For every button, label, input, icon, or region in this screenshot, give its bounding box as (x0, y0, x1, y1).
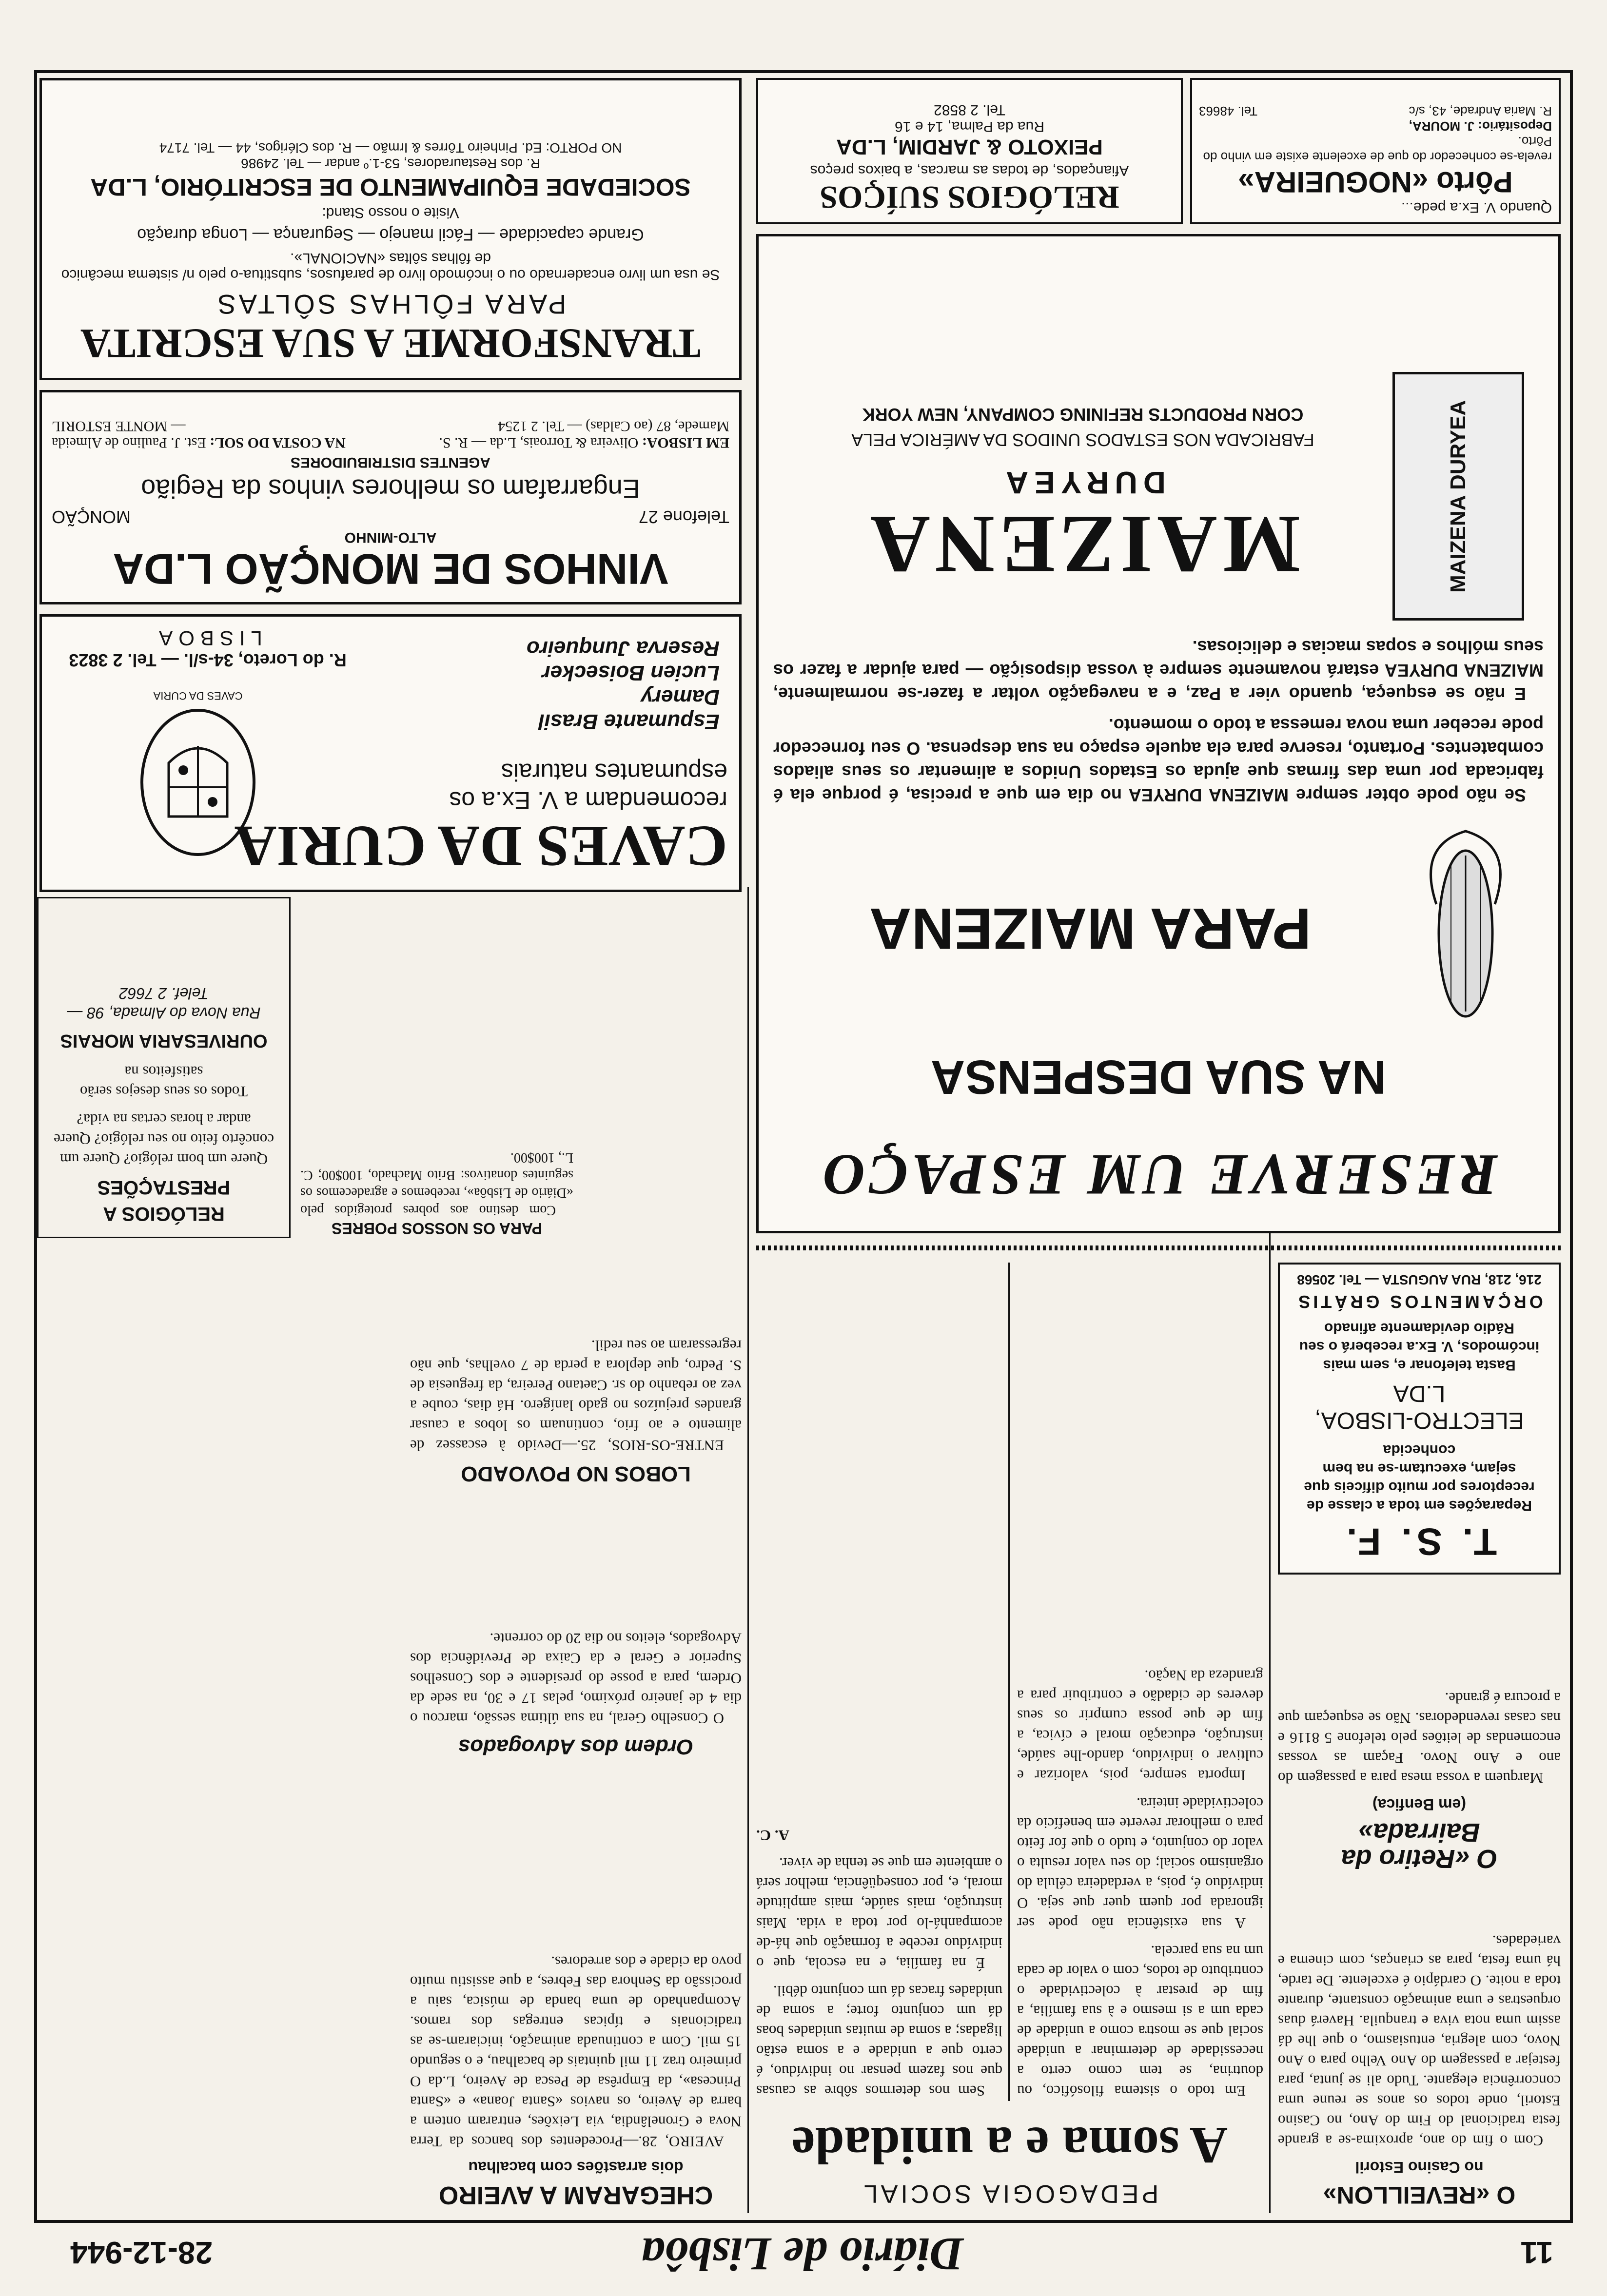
pedagogia-kicker: PEDAGOGIA SOCIAL (861, 2179, 1159, 2208)
moncao-costa: Est. J. Paulino de Almeida — MONTE ESTORIL (52, 418, 206, 451)
advogados-article (410, 1506, 742, 1760)
bairrada-body: Marquem a vossa mesa para a passagem do ano e Ano Novo. Façam as vossas encomendas de leitões pelo telefone 5 8116 e nas casas revendedoras. Não se esqueçam que a procura é grande. (1278, 1690, 1561, 1787)
maizena-box-label: MAIZENA DURYEA (1446, 400, 1470, 593)
tsf-line1: Reparações em toda a classe de receptores por muito difíceis que sejam, executam-se na bem conhecida (1304, 1442, 1535, 1514)
moncao-lisboa: Oliveira & Torroais, L.da — R. S. Mamede, 87 (ao Caldas) — Tel. 2 1254 (439, 418, 729, 451)
curia-title: CAVES DA CURIA (234, 814, 727, 879)
page-date: 28-12-944 (70, 2235, 213, 2270)
moncao-lisboa-label: EM LISBOA: (642, 435, 729, 451)
pedagogia-signature: A. C. (756, 1827, 790, 1844)
maizena-h2: NA SUA DESPENSA (930, 1051, 1387, 1104)
maizena-h3: RESERVE UM ESPAÇO (819, 1143, 1498, 1207)
escrita-body: Se usa um livro encadernado ou o incómodo livro de parafusos, substitua-o pelo n/ sistema mecânico de fôlhas sôltas «NACIONAL». (61, 250, 720, 283)
tsf-address: 216, 218, RUA AUGUSTA — Tel. 20568 (1297, 1272, 1542, 1287)
lobos-article (410, 1253, 742, 1487)
maizena-ad (756, 234, 1561, 1233)
escrita-visit: Visite o nosso Stand: (322, 205, 459, 221)
escrita-company: SOCIEDADE EQUIPAMENTO DE ESCRITÓRIO, L.DA (90, 174, 691, 201)
corn-icon (1407, 826, 1524, 1031)
curia-seal-icon (135, 704, 261, 860)
pedagogia-p2: A sua existência não pode ser ignorada por quem quer que seja. O indivíduo é, pois, a verdadeira célula do organismo social; do seu valor resulta o valor do conjunto, e tudo o que for feito para o melhorar reverte em benefício da colectividade inteira. (1017, 1795, 1263, 1932)
suicos-title: RELÓGIOS SUÍÇOS (820, 179, 1119, 215)
nogueira-agent: Depositário: J. MOURA, (1409, 119, 1552, 134)
pedagogia-col-1 (1017, 1263, 1263, 2101)
suicos-line1: Afiançados, de todas as marcas, a baixos preços (810, 162, 1129, 178)
relogios-prest-shop: OURIVESARIA MORAIS (60, 1031, 268, 1051)
curia-product-3: Lucien Boisecker (542, 661, 720, 685)
curia-product-2: Damery (641, 685, 720, 709)
nogueira-address: R. Maria Andrade, 43, s/c (1409, 104, 1552, 118)
reveillon-body: Com o fim do ano, aproxima-se a grande festa tradicional do Fim do Ano, no Casino Estoril, onde todos os anos se reune uma concorrência elegante. Tudo ali se junta, para festejar a passagem do Ano Velho para o Ano Novo, com alegria, entusiasmo, o que lhe dá assim uma nota viva e tranquila. Haverá duas orquestras e uma animação constante, durante toda a noite. O cardápio é excelente. De tarde, há uma festa, para as crianças, com cinema e variedades. (1278, 1932, 1561, 2149)
curia-ad (39, 614, 742, 892)
curia-line1: recomendam a V. Ex.a os espumantes naturais (449, 759, 727, 814)
reveillon-article (1278, 1896, 1561, 2208)
escrita-features: Grande capacidade — Fácil manejo — Segurança — Longa duração (137, 225, 644, 244)
pedagogia-p1: Em todo o sistema filosófico, ou doutrina, se tem como certo a necessidade de determinar a unidade social que se mostra como a unidade de cada um a si mesmo e à sua família, a fim de prestar à colectividade o contributo de todos, com o valor de cada um na sua parcela. (1017, 1943, 1263, 2100)
escrita-subtitle: PARA FÔLHAS SÔLTAS (215, 289, 567, 320)
relogios-prest-address: Rua Nova do Almada, 98 — Telef. 2 7662 (67, 985, 261, 1022)
moncao-place: MONÇÃO (52, 507, 131, 527)
suicos-address: Rua da Palma, 14 e 16 (895, 118, 1044, 135)
nogueira-line1: Quando V. Ex.a pede... (1401, 199, 1552, 215)
maizena-company: CORN PRODUCTS REFINING COMPANY, NEW YORK (862, 405, 1304, 425)
moncao-slogan: Engarrafam os melhores vinhos da Região (141, 474, 640, 503)
relogios-prestacoes-ad (37, 897, 291, 1238)
moncao-costa-label: NA COSTA DO SOL: (210, 435, 346, 451)
bairrada-subtitle: (em Benfica) (1372, 1796, 1467, 1813)
tsf-company: ELECTRO-LISBOA, L.DA (1314, 1381, 1524, 1433)
maizena-p2: E não se esqueça, quando vier a Paz, e a navegação voltar a fazer-se normalmente, MAIZENA DURYEA estará novamente sempre à vossa disposição — para ajudar a fazer os seus mólhos e sopas macias e deliciosas. (773, 637, 1544, 704)
moncao-tel: Telefone 27 (638, 507, 729, 527)
suicos-ad (756, 78, 1183, 224)
advogados-body: O Conselho Geral, na sua última sessão, marcou o dia 4 de janeiro próximo, pelas 17 e 30, na sede da Ordem, para a posse do presidente e dos Conselhos Superior e Geral e da Caixa de Previdência dos Advogados, eleitos no dia 20 do corrente. (410, 1630, 742, 1727)
nogueira-ad (1190, 78, 1561, 224)
nogueira-line2: revela-se conhecedor do que de excelente existe em vinho do Pôrto. (1203, 134, 1552, 164)
escrita-title: TRANSFORME A SUA ESCRITA (80, 320, 701, 367)
pedagogia-p3: Importa sempre, pois, valorizar e cultivar o indivíduo, dando-lhe saúde, instrução, educação moral e cívica, a fim de que possa cumprir os seus deveres de cidadão e contribuir para a grandeza da Nação. (1017, 1667, 1263, 1784)
suicos-shop: PEIXOTO & JARDIM, L.DA (836, 135, 1103, 159)
moncao-title: VINHOS DE MONÇÃO L.DA (113, 545, 668, 593)
moncao-ad (39, 390, 742, 604)
curia-address: R. do Loreto, 34-s/l. — Tel. 2 3823 (69, 650, 347, 670)
pedagogia-p4: Sem nos determos sôbre as causas que nos fazem pensar no indivíduo, é certo que a unidade e a soma estão ligadas; a soma de muitas unidades boas dá um conjunto forte; a soma de unidades fracas dá um conjunto débil. (756, 1983, 1002, 2100)
nogueira-brand: Pôrto «NOGUEIRA» (1238, 166, 1513, 198)
maizena-h1: PARA MAIZENA (869, 896, 1312, 961)
tsf-quote: ORÇAMENTOS GRÁTIS (1295, 1292, 1543, 1312)
suicos-tel: Tel. 2 8582 (934, 102, 1005, 118)
tsf-title: T. S. F. (1341, 1520, 1497, 1563)
curia-product-4: Reserva Junqueiro (526, 637, 720, 661)
pobres-title: PARA OS NOSSOS POBRES (331, 1220, 543, 1237)
aveiro-article (410, 1779, 742, 2208)
lobos-body: ENTRE-OS-RIOS, 25.—Devido à escassez de alimento e ao frio, continuam os lobos a causar grandes prejuízos no gado lanígero. Há dias, coube a vez ao rebanho do sr. Caetano Pereira, da freguesia de S. Pedro, que deplora a perda de 7 ovelhas, que não regressaram ao seu redil. (410, 1337, 742, 1454)
maizena-p1: Se não pode obter sempre MAIZENA DURYEA no dia em que a precisa, é porque ela é fabricada por uma das firmas que ajuda os Estados Unidos a alimentar os seus aliados combatentes. Portanto, reserve para ela aquele espaço na sua despensa. O seu fornecedor pode receber uma nova remessa a todo o momento. (773, 715, 1544, 805)
lobos-title: LOBOS NO POVOADO (461, 1462, 691, 1486)
escrita-porto: Ed. Pinheiro Tôrres & Irmão — R. dos Clérigos, 44 — Tel. 7174 (159, 140, 542, 156)
page-number: 11 (1520, 2235, 1553, 2270)
pobres-body: Com destino aos pobres protegidos pelo «Diário de Lisbôa», recebemos e agradecemos os seguintes donativos: Brito Machado, 100$00; C. L., 100$00. (300, 1150, 573, 1218)
reveillon-subtitle: no Casino Estoril (1355, 2159, 1484, 2176)
relogios-prest-title: RELÓGIOS A PRESTAÇÕES (97, 1177, 231, 1225)
aveiro-subtitle: dois arrastões com bacalhau (468, 2159, 684, 2176)
curia-product-1: Espumante Brasil (538, 710, 720, 734)
maizena-brand: MAIZENA (865, 499, 1300, 590)
pedagogia-p5: É na família, e na escola, que o indivíduo recebe a formação que há-de acompanhá-lo por toda a vida. Mais instrução, mais saúde, mais amplitude moral, e, por conseqüência, melhor será o ambiente em que se tenha de viver. (756, 1855, 1002, 1972)
newspaper-title: Diário de Lisbôa (641, 2228, 964, 2280)
pedagogia-col-2 (756, 1263, 1002, 2101)
tsf-ad (1278, 1263, 1561, 1575)
bairrada-title: O «Retiro da Bairrada» (1341, 1818, 1498, 1873)
relogios-prest-line2: Todos os seus desejos serão satisfeitos na (80, 1063, 248, 1100)
escrita-lisboa: R. dos Restauradores, 53-1.º andar — Tel. 24986 (241, 156, 540, 171)
escrita-porto-label: NO PORTO: (546, 140, 622, 156)
moncao-region: ALTO-MINHO (344, 529, 437, 545)
aveiro-body: AVEIRO, 28.—Procedentes dos bancos da Terra Nova e Gronelândia, via Leixões, entraram ontem a barra de Aveiro, os navios «Santa Joana» e «Santa Princesa», da Emprêsa de Pesca de Aveiro, L.da O primeiro traz 11 mil quintais de bacalhau, e o segundo 15 mil. Com a continuada animação, iniciaram-se as tradicionais e típicas entregas dos ramos. Acompanhado de uma banda de música, saiu a procissão da Senhora das Febres, a que assistiu muito povo da cidade e dos arredores. (410, 1953, 742, 2150)
advogados-title: Ordem dos Advogados (458, 1735, 694, 1759)
maizena-sub: DURYEA (1000, 465, 1166, 500)
moncao-agents: AGENTES DISTRIBUIDORES (290, 454, 491, 470)
escrita-ad (39, 78, 742, 380)
pobres-article (300, 1092, 573, 1238)
reveillon-title: O «REVEILLON» (1323, 2181, 1516, 2209)
maizena-box-image (1392, 372, 1524, 621)
relogios-prest-line1: Quere um bom relógio? Quere um concêrto feito no seu relógio? Quere andar a horas certas na vida? (54, 1111, 274, 1168)
curia-city: LISBOA (153, 627, 262, 650)
maizena-origin: FABRICADA NOS ESTADOS UNIDOS DA AMÉRICA PELA (851, 430, 1314, 450)
nogueira-tel: Tel. 48663 (1199, 104, 1257, 118)
curia-seal-label: CAVES DA CURIA (153, 690, 243, 702)
tsf-line2: Basta telefonar e, sem mais incómodos, V. Ex.a receberá o seu Rádio devidamente afinado (1299, 1320, 1540, 1373)
pedagogia-headline: A soma e a unidade (791, 2116, 1228, 2174)
bairrada-article (1278, 1599, 1561, 1872)
aveiro-title: CHEGARAM A AVEIRO (438, 2181, 713, 2209)
